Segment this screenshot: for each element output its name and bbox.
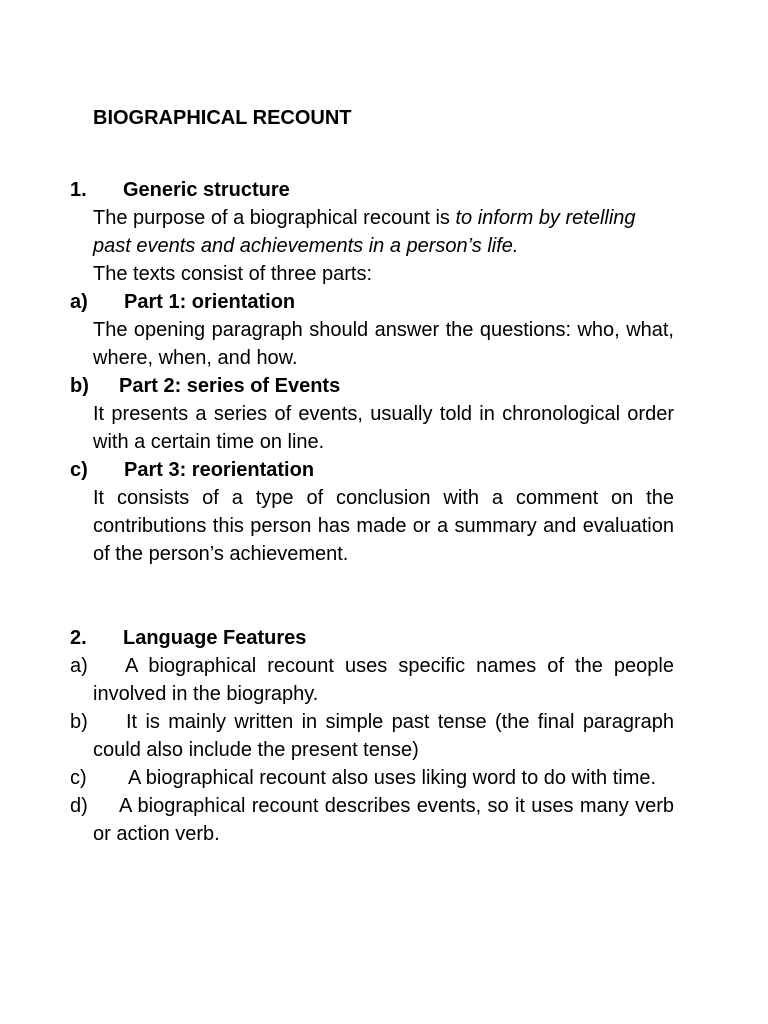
purpose-prefix: The purpose of a biographical recount is: [93, 207, 456, 229]
part-1-title: Part 1: orientation: [124, 291, 296, 313]
part-2-heading: [70, 372, 674, 400]
purpose-paragraph: [93, 204, 674, 260]
section-2-number: 2.: [70, 627, 87, 649]
section-2-title: Language Features: [123, 627, 307, 649]
part-1-heading: [70, 288, 674, 316]
part-3-heading: [70, 456, 674, 484]
language-feature-b: [70, 708, 674, 764]
section-1-title: Generic structure: [123, 179, 290, 201]
part-3-marker: c): [70, 459, 88, 481]
purpose-italic: to inform by retelling past events and achievements in a person’s life.: [93, 207, 636, 257]
feature-a-text: A biographical recount uses specific names of the people involved in the biography.: [93, 655, 674, 705]
feature-d-text: A biographical recount describes events, so it uses many verb or action verb.: [93, 795, 674, 845]
document-title: BIOGRAPHICAL RECOUNT: [93, 107, 352, 129]
part-2-title: Part 2: series of Events: [119, 375, 341, 397]
parts-intro: The texts consist of three parts:: [93, 263, 373, 285]
feature-c-marker: c): [70, 767, 87, 789]
part-3-text: It consists of a type of conclusion with a comment on the contributions this person has made or a summary and evaluation of the person’s achievement.: [93, 487, 674, 565]
section-1-heading: [70, 176, 674, 204]
feature-c-text: A biographical recount also uses liking word to do with time.: [128, 767, 657, 789]
feature-b-marker: b): [70, 711, 88, 733]
part-2-text: It presents a series of events, usually told in chronological order with a certain time on line.: [93, 403, 674, 453]
language-feature-a: [70, 652, 674, 708]
feature-d-marker: d): [70, 795, 88, 817]
feature-a-marker: a): [70, 655, 88, 677]
section-2-heading: [70, 624, 674, 652]
section-1-number: 1.: [70, 179, 87, 201]
part-1-text: The opening paragraph should answer the questions: who, what, where, when, and how.: [93, 319, 674, 369]
document-body: [70, 104, 674, 848]
language-feature-c: [70, 764, 674, 792]
language-feature-d: [70, 792, 674, 848]
feature-b-text: It is mainly written in simple past tense (the final paragraph could also include the present tense): [93, 711, 674, 761]
part-2-marker: b): [70, 375, 89, 397]
part-3-title: Part 3: reorientation: [124, 459, 315, 481]
part-1-marker: a): [70, 291, 88, 313]
